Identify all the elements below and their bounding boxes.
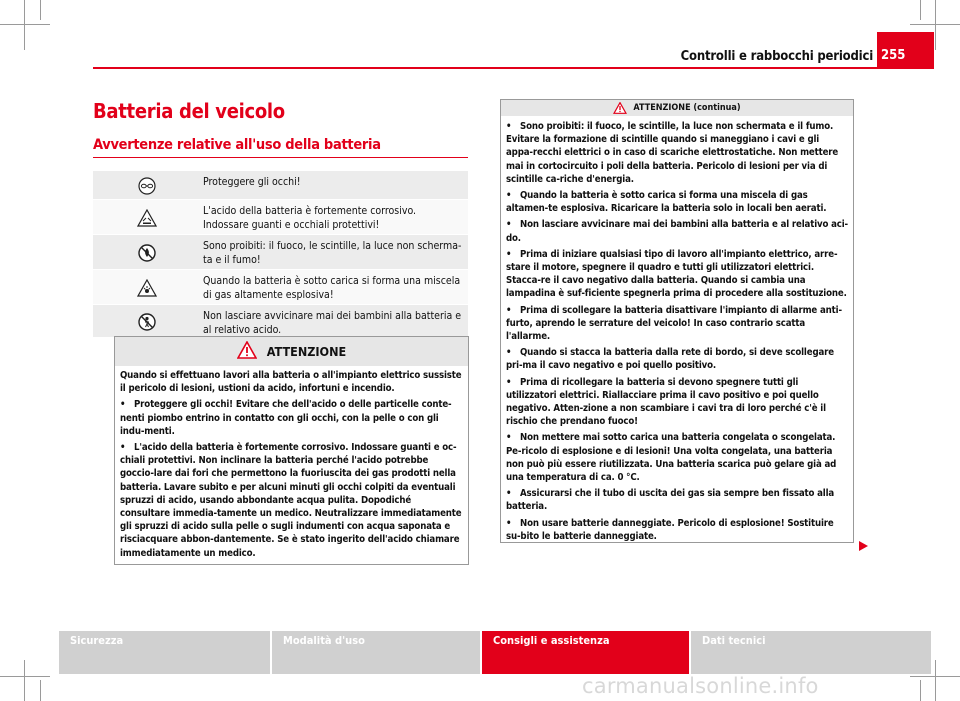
crop-mark [40,680,41,701]
warning-triangle-icon [237,341,257,363]
warning-bullet: • L'acido della batteria è fortemente corrosivo. Indossare guanti e oc-chiali protettivi. Non inclinare la batteria perché l'acido potrebbe goccio-lare dai fori che permettono la fuoriuscita dei gas prodotti nella batteria. Lavare subito e per alcuni minuti gli occhi colpiti da eventuali spruzzi di acido, usando abbondante acqua pulita. Dopodiché consultare immedia-tamente un medico. Neutralizzare immediatamente gli spruzzi di acido sulla pelle o sugli indumenti con acqua saponata e risciacquare abbon-dantemente. Se è stato ingerito dell'acido chiamare immediatamente un medico. [120,442,462,559]
symbol-row [93,270,468,305]
page-number: 255 [877,32,934,67]
crop-mark [24,660,25,701]
tab-modalita-uso[interactable]: Modalità d'uso [272,631,480,674]
symbol-table [93,171,468,338]
symbol-text: L'acido della batteria è fortemente corrosivo. Indossare guanti e occhiali protettivi! [203,205,417,231]
crop-mark [910,676,960,677]
symbol-row [93,200,468,235]
bullet-icon: • [506,219,512,231]
bullet-icon: • [506,248,512,260]
symbol-text: Non lasciare avvicinare mai dei bambini alla batteria e al relativo acido. [203,310,462,336]
crop-mark [0,676,50,677]
warning-body [501,116,853,550]
symbol-row [93,171,468,200]
warning-triangle-icon [613,99,627,118]
crop-mark [910,24,960,25]
symbol-text: Proteggere gli occhi! [203,176,301,188]
warning-body [115,366,468,566]
warning-bullet: • Quando la batteria è sotto carica si forma una miscela di gas altamen-te esplosiva. Ricaricare la batteria solo in locali ben aerati. [506,190,827,215]
symbol-text: Quando la batteria è sotto carica si forma una miscela di gas altamente esplosiva! [203,275,461,301]
no-fire-icon [93,235,201,269]
watermark: carmanualsonline.info [582,674,819,698]
corrosive-icon [93,200,201,234]
warning-bullet: • Prima di ricollegare la batteria si devono spegnere tutti gli utilizzatori elettrici. Riallacciare prima il cavo positivo e poi quello negativo. Atten-zione a non scambiare i cavi tra di loro perché c'è il rischio che prendano fuoco! [506,376,826,428]
bullet-icon: • [120,399,126,411]
keep-children-away-icon [93,305,201,337]
bullet-icon: • [506,432,512,444]
subsection-rule [93,157,468,158]
warning-bullet: • Proteggere gli occhi! Evitare che dell'acido o delle particelle conte-nenti piombo entrino in contatto con gli occhi, con la pelle o con gli indu-menti. [120,399,452,437]
bullet-icon: • [506,376,512,388]
warning-box [114,336,469,565]
running-header: Controlli e rabbocchi periodici [680,49,873,64]
warning-bullet: • Sono proibiti: il fuoco, le scintille, la luce non schermata e il fumo. Evitare la formazione di scintille quando si maneggiano i cavi e gli appa-recchi elettrici o in caso di scariche elettrostatiche. Non mettere mai in cortocircuito i poli della batteria. Pericolo di lesioni per via di scintille ca-riche d'energia. [506,121,839,185]
chapter-tabs [59,631,931,674]
crop-mark [920,0,921,20]
crop-mark [920,680,921,701]
warning-bullet: • Prima di iniziare qualsiasi tipo di lavoro all'impianto elettrico, arre-stare il motore, spegnere il quadro e tutti gli utilizzatori elettrici. Stacca-re il cavo negativo dalla batteria. Quando si cambia una lampadina è suf-ficiente spegnerla prima di procedere alla sostituzione. [506,248,847,300]
warning-bullet: • Prima di scollegare la batteria disattivare l'impianto di allarme anti-furto, aprendo le serrature del veicolo! In caso contrario scatta l'allarme. [506,304,842,343]
section-title: Batteria del veicolo [93,99,285,123]
warning-bullet: • Non usare batterie danneggiate. Pericolo di esplosione! Sostituire su-bito le batterie danneggiate. [506,517,834,542]
explosive-icon [93,270,201,304]
symbol-text: Sono proibiti: il fuoco, le scintille, la luce non scherma-ta e il fumo! [203,240,462,266]
crop-mark [935,660,936,701]
crop-mark [24,0,25,50]
tab-dati-tecnici[interactable]: Dati tecnici [691,631,931,674]
warning-box-continued [500,99,854,543]
bullet-icon: • [506,488,512,500]
header-rule [93,67,934,69]
crop-mark [40,0,41,20]
bullet-icon: • [506,190,512,202]
continue-arrow-icon [859,536,868,555]
warning-intro: Quando si effettuano lavori alla batteria o all'impianto elettrico sussiste il pericolo di lesioni, ustioni da acido, infortuni e incendio. [120,370,462,395]
warning-header [501,100,853,116]
subsection-title: Avvertenze relative all'uso della batteria [93,137,381,153]
warning-bullet: • Assicurarsi che il tubo di uscita dei gas sia sempre ben fissato alla batteria. [506,488,835,513]
bullet-icon: • [506,304,512,316]
bullet-icon: • [506,121,512,132]
warning-bullet: • Non lasciare avvicinare mai dei bambini alla batteria e al relativo aci-do. [506,219,848,244]
tab-consigli-assistenza[interactable]: Consigli e assistenza [482,631,689,674]
bullet-icon: • [120,442,126,454]
symbol-row [93,235,468,270]
tab-sicurezza[interactable]: Sicurezza [59,631,270,674]
warning-title: ATTENZIONE (continua) [633,103,741,113]
warning-bullet: • Non mettere mai sotto carica una batteria congelata o scongelata. Pe-ricolo di esplosione e di lesioni! Una volta congelata, una batteria non può più essere riutilizzata. Una batteria scarica può gelare già ad una temperatura di ca. 0 °C. [506,432,837,484]
bullet-icon: • [506,347,512,359]
warning-bullet: • Quando si stacca la batteria dalla rete di bordo, si deve scollegare pri-ma il cavo negativo e poi quello positivo. [506,347,834,372]
symbol-row [93,305,468,338]
bullet-icon: • [506,517,512,529]
warning-header [115,337,468,366]
crop-mark [935,0,936,50]
warning-title: ATTENZIONE [266,344,347,359]
eye-protection-icon [93,171,201,199]
crop-mark [0,24,50,25]
